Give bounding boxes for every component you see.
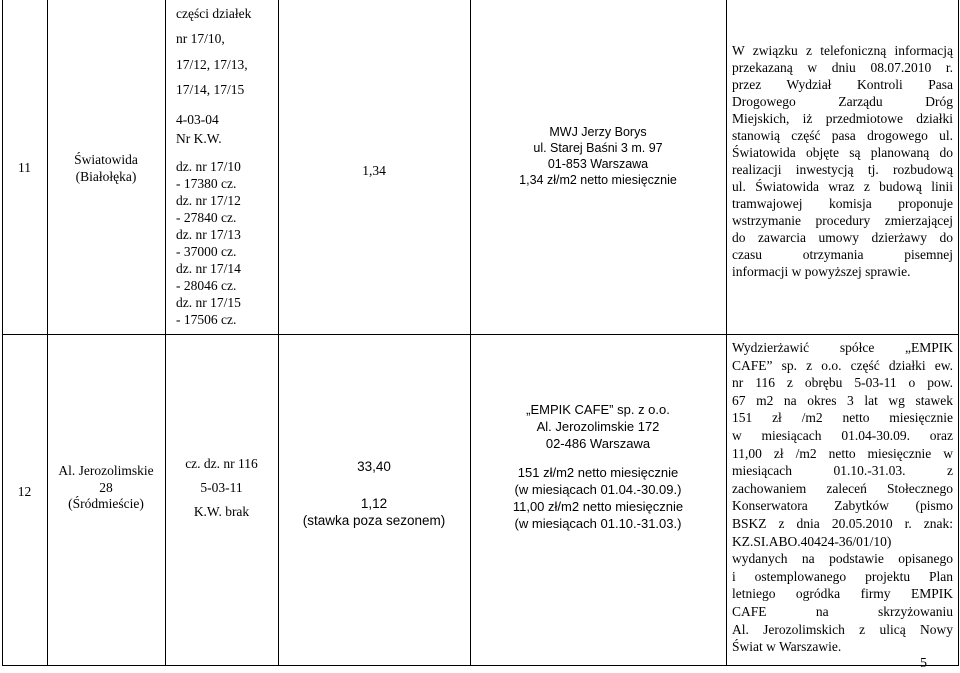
row-number: 12 — [17, 484, 32, 499]
note-line: 67 m2 na okres 3 lat wg stawek — [732, 392, 953, 408]
note-line: zachowaniem zaleceń Stołecznego — [732, 480, 953, 496]
note-line: wstrzymanie procedury zmierzającej — [732, 213, 953, 228]
parcel-line: dz. nr 17/15 — [176, 295, 241, 310]
location-line: Al. Jerozolimskie — [58, 463, 154, 478]
table-border — [2, 0, 3, 666]
note-line: wydanych na podstawie opisanego — [732, 551, 953, 567]
note-line: CAFE” sp. z o.o. część działki ew. — [732, 357, 953, 373]
parcel-line: dz. nr 17/12 — [176, 193, 241, 208]
column-divider — [726, 0, 727, 666]
note-line: Światowida objęte są planowaną do — [732, 145, 953, 160]
note-line: W związku z telefoniczną informacją — [732, 43, 953, 58]
note-line: CAFE na skrzyżowaniu — [732, 603, 953, 619]
parcels-cell — [165, 452, 278, 524]
table-border — [958, 0, 959, 666]
note-line: w miesiącach 01.04-30.09. oraz — [732, 427, 953, 443]
note-line: Drogowego Zarządu Dróg — [732, 94, 953, 109]
page-number: 5 — [920, 656, 927, 671]
parcel-line: - 17380 cz. — [176, 176, 237, 191]
rate-line: 33,40 — [357, 459, 391, 474]
rate-cell — [278, 458, 470, 529]
table-border — [2, 665, 959, 666]
note-line: KZ.SI.ABO.40424-36/01/10) — [732, 533, 892, 549]
rate-line: 1,12 — [360, 496, 388, 511]
parcel-line: cz. dz. nr 116 — [185, 456, 258, 471]
tenant-line: 11,00 zł/m2 netto miesięcznie — [512, 499, 684, 514]
location-cell — [47, 463, 165, 513]
note-line: stanowią część pasa drogowego ul. — [732, 128, 953, 143]
location-line: 28 — [99, 479, 113, 495]
note-line: Wydzierżawić spółce „EMPIK — [732, 340, 953, 355]
tenant-line: (w miesiącach 01.10.-31.03.) — [514, 516, 682, 531]
note-line: przekazaną w dniu 08.07.2010 r. — [732, 60, 953, 75]
location-cell — [47, 152, 165, 185]
parcel-line: - 27840 cz. — [176, 210, 237, 225]
parcel-line: 5-03-11 — [200, 480, 243, 495]
note-line: Konserwatora Zabytków (pismo — [732, 498, 953, 514]
note-line: 151 zł /m2 netto miesięcznie — [732, 410, 953, 426]
parcel-line: - 37000 cz. — [176, 244, 237, 259]
note-line: przez Wydział Kontroli Pasa — [732, 77, 953, 92]
tenant-line: „EMPIK CAFE” sp. z o.o. — [526, 402, 670, 417]
note-line: 11,00 zł /m2 netto miesięcznie w — [732, 445, 953, 461]
parcel-line: - 28046 cz. — [176, 278, 237, 293]
note-line: ul. Światowida wraz z budową linii — [732, 179, 953, 194]
tenant-line: 02-486 Warszawa — [545, 436, 651, 451]
column-divider — [470, 0, 471, 666]
tenant-line: 151 zł/m2 netto miesięcznie — [517, 465, 679, 480]
tenant-line: MWJ Jerzy Borys — [549, 125, 647, 139]
parcel-line: 4-03-04 — [176, 112, 219, 127]
parcel-line: Nr K.W. — [176, 131, 222, 146]
parcel-line: K.W. brak — [193, 504, 250, 519]
note-line: letniego ogródka firmy EMPIK — [732, 586, 953, 602]
tenant-line: ul. Starej Baśni 3 m. 97 — [533, 141, 663, 155]
tenant-cell — [470, 401, 726, 532]
tenant-line: 01-853 Warszawa — [547, 157, 649, 171]
row-divider — [2, 334, 959, 335]
parcel-line: części działek — [176, 6, 252, 21]
note-line: Miejskich, iż przedmiotowe działki — [732, 111, 953, 126]
note-cell — [732, 42, 953, 280]
rate-cell: 1,34 — [362, 163, 386, 178]
note-line: nr 116 z obrębu 5-03-11 o pow. — [732, 375, 953, 391]
row-number: 11 — [18, 160, 31, 175]
note-line: realizacji inwestycją tj. rozbudową — [732, 162, 953, 177]
location-line: Światowida — [74, 152, 138, 167]
location-line: (Śródmieście) — [68, 496, 144, 511]
parcel-line: nr 17/10, — [176, 31, 225, 46]
column-divider — [47, 0, 48, 666]
parcel-line: 17/12, 17/13, — [176, 57, 248, 72]
note-line: czasu otrzymania pisemnej — [732, 247, 953, 262]
note-line: BSKZ z dnia 20.05.2010 r. znak: — [732, 515, 953, 531]
parcel-line: 17/14, 17/15 — [176, 82, 245, 97]
note-line: miesiącach 01.10.-31.03. z — [732, 463, 953, 479]
tenant-line: Al. Jerozolimskie 172 — [536, 419, 660, 434]
note-line: tramwajowej komisja proponuje — [732, 196, 953, 211]
column-divider — [165, 0, 166, 666]
note-line: i ostemplowanego projektu Plan — [732, 568, 953, 584]
rate-line: (stawka poza sezonem) — [302, 513, 446, 528]
parcel-line: dz. nr 17/14 — [176, 261, 241, 276]
parcel-line: dz. nr 17/13 — [176, 227, 241, 242]
tenant-line: (w miesiącach 01.04.-30.09.) — [514, 482, 682, 497]
note-cell — [732, 339, 953, 656]
note-line: Świat w Warszawie. — [732, 639, 842, 655]
tenant-line: 1,34 zł/m2 netto miesięcznie — [519, 173, 677, 187]
note-line: do zawarcia umowy dzierżawy do — [732, 230, 953, 245]
parcel-line: dz. nr 17/10 — [176, 159, 241, 174]
note-line: informacji w powyższej sprawie. — [732, 264, 911, 279]
column-divider — [278, 0, 279, 666]
note-line: Al. Jerozolimskich z ulicą Nowy — [732, 621, 953, 637]
tenant-cell — [470, 124, 726, 188]
parcel-line: - 17506 cz. — [176, 312, 237, 327]
location-line: (Białołęka) — [75, 168, 137, 184]
